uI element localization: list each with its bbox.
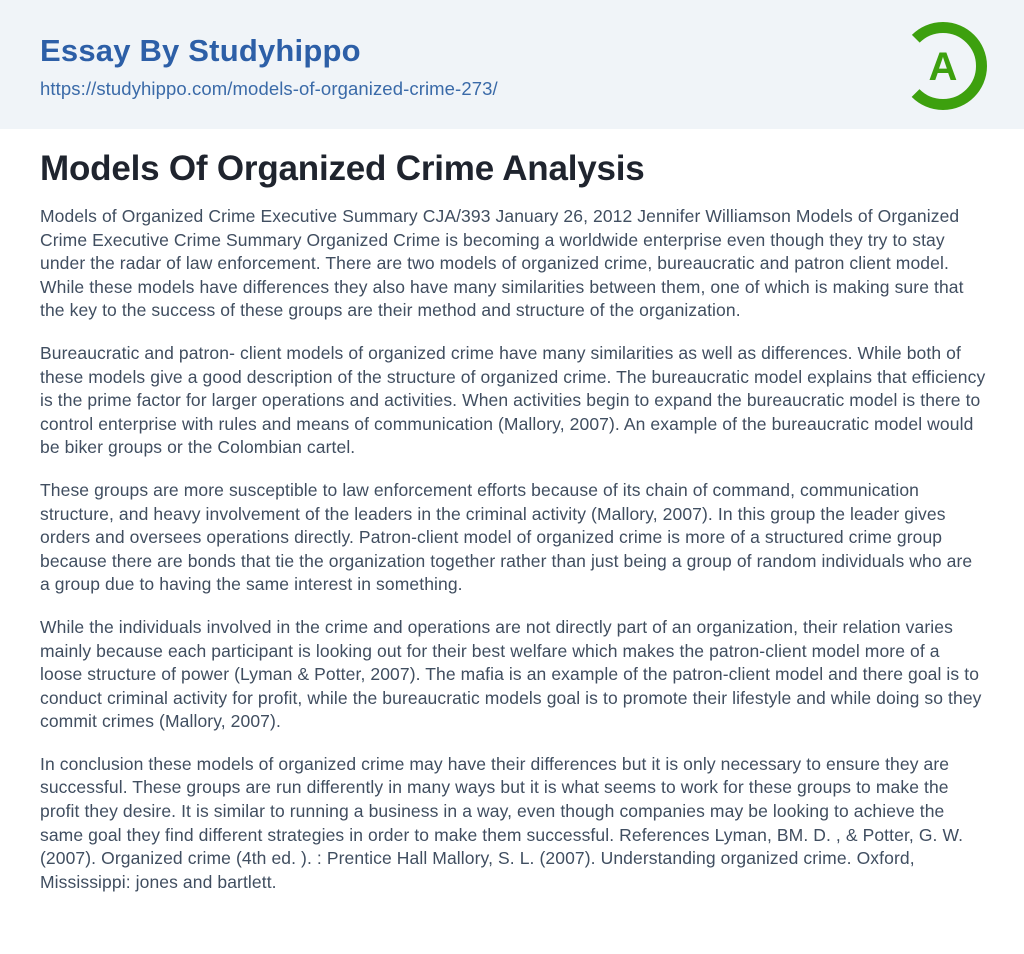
essay-title: Models Of Organized Crime Analysis (40, 149, 645, 188)
essay-content (0, 129, 1024, 954)
site-title: Essay By Studyhippo (40, 33, 361, 68)
studyhippo-logo (898, 21, 988, 111)
essay-paragraph: While the individuals involved in the crime and operations are not directly part of an organization, their relation varies mainly because each participant is looking out for their best welfare which makes the patron-client model more of a loose structure of power (Lyman & Potter, 2007). The mafia is an example of the patron-client model and there goal is to conduct criminal activity for profit, while the bureaucratic models goal is to promote their lifestyle and while doing so they commit crimes (Mallory, 2007). (40, 616, 982, 732)
essay-paragraph: In conclusion these models of organized crime may have their differences but it is only necessary to ensure they are successful. These groups are run differently in many ways but it is what seems to work for these groups to make the profit they desire. It is similar to running a business in a way, even though companies may be looking to achieve the same goal they find different strategies in order to make them successful. References Lyman, BM. D. , & Potter, G. W. (2007). Organized crime (4th ed. ). : Prentice Hall Mallory, S. L. (2007). Understanding organized crime. Oxford, Mississippi: jones and bartlett. (40, 753, 964, 892)
essay-paragraph: Models of Organized Crime Executive Summary CJA/393 January 26, 2012 Jennifer Williamson Models of Organized Crime Executive Crime Summary Organized Crime is becoming a worldwide enterprise even though they try to stay under the radar of law enforcement. There are two models of organized crime, bureaucratic and patron client model. While these models have differences they also have many similarities between them, one of which is making sure that the key to the success of these groups are their method and structure of the organization. (40, 206, 964, 321)
essay-paragraph: These groups are more susceptible to law enforcement efforts because of its chain of command, communication structure, and heavy involvement of the leaders in the criminal activity (Mallory, 2007). In this group the leader gives orders and oversees operations directly. Patron-client model of organized crime is more of a structured crime group because there are bonds that tie the organization together rather than just being a group of random individuals who are a group due to having the same interest in something. (40, 479, 973, 595)
essay-paragraph: Bureaucratic and patron- client models of organized crime have many similarities as well as differences. While both of these models give a good description of the structure of organized crime. The bureaucratic model explains that efficiency is the prime factor for larger operations and activities. When activities begin to expand the bureaucratic model is there to control enterprise with rules and means of communication (Mallory, 2007). An example of the bureaucratic model would be biker groups or the Colombian cartel. (40, 342, 986, 458)
logo-letter: A (928, 45, 958, 89)
essay-url-link[interactable]: https://studyhippo.com/models-of-organized-crime-273/ (40, 77, 498, 99)
page-header (0, 0, 1024, 129)
